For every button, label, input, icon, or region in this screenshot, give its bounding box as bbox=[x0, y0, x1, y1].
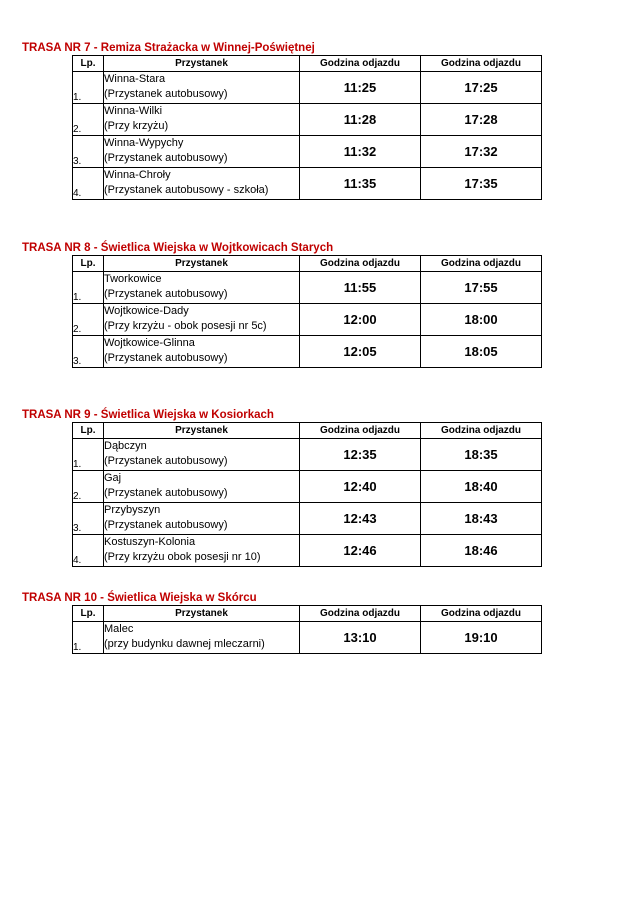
stop-cell bbox=[104, 136, 300, 168]
departure-time-2: 18:00 bbox=[421, 304, 542, 336]
column-header-stop: Przystanek bbox=[104, 606, 300, 622]
stop-cell bbox=[104, 622, 300, 654]
departure-time-2: 18:05 bbox=[421, 336, 542, 368]
table-row bbox=[73, 503, 542, 535]
departure-time-2: 17:55 bbox=[421, 272, 542, 304]
route-table bbox=[72, 422, 542, 567]
column-header-departure-2: Godzina odjazdu bbox=[421, 423, 542, 439]
table-row bbox=[73, 439, 542, 471]
table-row bbox=[73, 168, 542, 200]
table-row bbox=[73, 104, 542, 136]
route-title: TRASA NR 9 - Świetlica Wiejska w Kosiorkach bbox=[22, 409, 274, 421]
route-title: TRASA NR 10 - Świetlica Wiejska w Skórcu bbox=[22, 592, 257, 604]
stop-description: (Przystanek autobusowy) bbox=[104, 487, 228, 499]
row-number: 3. bbox=[73, 136, 104, 168]
table-row bbox=[73, 471, 542, 503]
stop-name: Malec bbox=[104, 623, 134, 635]
stop-name: Wojtkowice-Glinna bbox=[104, 337, 195, 349]
stop-description: (Przystanek autobusowy) bbox=[104, 455, 228, 467]
stop-cell bbox=[104, 503, 300, 535]
column-header-departure-1: Godzina odjazdu bbox=[300, 423, 421, 439]
departure-time-1: 11:32 bbox=[300, 136, 421, 168]
stop-name: Wojtkowice-Dady bbox=[104, 305, 189, 317]
stop-description: (Przystanek autobusowy - szkoła) bbox=[104, 184, 269, 196]
column-header-stop: Przystanek bbox=[104, 56, 300, 72]
departure-time-2: 17:25 bbox=[421, 72, 542, 104]
stop-name: Przybyszyn bbox=[104, 504, 161, 516]
stop-name: Winna-Wypychy bbox=[104, 137, 184, 149]
stop-description: (Przy krzyżu - obok posesji nr 5c) bbox=[104, 320, 267, 332]
column-header-departure-2: Godzina odjazdu bbox=[421, 606, 542, 622]
departure-time-2: 18:46 bbox=[421, 535, 542, 567]
departure-time-1: 12:40 bbox=[300, 471, 421, 503]
departure-time-2: 19:10 bbox=[421, 622, 542, 654]
departure-time-1: 12:35 bbox=[300, 439, 421, 471]
departure-time-1: 12:43 bbox=[300, 503, 421, 535]
table-row bbox=[73, 304, 542, 336]
stop-cell bbox=[104, 304, 300, 336]
departure-time-1: 13:10 bbox=[300, 622, 421, 654]
route-title: TRASA NR 7 - Remiza Strażacka w Winnej-Poświętnej bbox=[22, 42, 315, 54]
stop-cell bbox=[104, 336, 300, 368]
column-header-lp: Lp. bbox=[73, 423, 104, 439]
table-row bbox=[73, 336, 542, 368]
column-header-stop: Przystanek bbox=[104, 256, 300, 272]
table-row bbox=[73, 72, 542, 104]
column-header-lp: Lp. bbox=[73, 606, 104, 622]
stop-description: (Przystanek autobusowy) bbox=[104, 88, 228, 100]
departure-time-1: 12:46 bbox=[300, 535, 421, 567]
row-number: 2. bbox=[73, 104, 104, 136]
table-header-row bbox=[73, 256, 542, 272]
stop-cell bbox=[104, 535, 300, 567]
table-header-row bbox=[73, 606, 542, 622]
departure-time-1: 12:00 bbox=[300, 304, 421, 336]
route-title: TRASA NR 8 - Świetlica Wiejska w Wojtkowicach Starych bbox=[22, 242, 334, 254]
table-header-row bbox=[73, 423, 542, 439]
stop-description: (Przy krzyżu) bbox=[104, 120, 169, 132]
route-section-10 bbox=[22, 591, 542, 654]
row-number: 4. bbox=[73, 168, 104, 200]
departure-time-2: 18:35 bbox=[421, 439, 542, 471]
stop-name: Winna-Stara bbox=[104, 73, 166, 85]
table-row bbox=[73, 622, 542, 654]
departure-time-1: 12:05 bbox=[300, 336, 421, 368]
stop-description: (Przystanek autobusowy) bbox=[104, 288, 228, 300]
column-header-departure-1: Godzina odjazdu bbox=[300, 56, 421, 72]
departure-time-2: 17:28 bbox=[421, 104, 542, 136]
row-number: 2. bbox=[73, 471, 104, 503]
stop-cell bbox=[104, 439, 300, 471]
stop-name: Kostuszyn-Kolonia bbox=[104, 536, 196, 548]
column-header-stop: Przystanek bbox=[104, 423, 300, 439]
column-header-departure-1: Godzina odjazdu bbox=[300, 606, 421, 622]
stop-name: Tworkowice bbox=[104, 273, 162, 285]
departure-time-2: 17:32 bbox=[421, 136, 542, 168]
row-number: 1. bbox=[73, 72, 104, 104]
row-number: 2. bbox=[73, 304, 104, 336]
table-row bbox=[73, 136, 542, 168]
stop-cell bbox=[104, 72, 300, 104]
departure-time-1: 11:35 bbox=[300, 168, 421, 200]
row-number: 1. bbox=[73, 622, 104, 654]
stop-description: (Przystanek autobusowy) bbox=[104, 352, 228, 364]
stop-cell bbox=[104, 272, 300, 304]
stop-name: Gaj bbox=[104, 472, 122, 484]
stop-cell bbox=[104, 471, 300, 503]
table-row bbox=[73, 272, 542, 304]
departure-time-1: 11:28 bbox=[300, 104, 421, 136]
route-section-8 bbox=[22, 241, 542, 368]
route-table bbox=[72, 55, 542, 200]
row-number: 1. bbox=[73, 439, 104, 471]
stop-cell bbox=[104, 104, 300, 136]
stop-description: (Przy krzyżu obok posesji nr 10) bbox=[104, 551, 261, 563]
departure-time-2: 18:40 bbox=[421, 471, 542, 503]
column-header-departure-2: Godzina odjazdu bbox=[421, 56, 542, 72]
stop-description: (Przystanek autobusowy) bbox=[104, 519, 228, 531]
row-number: 4. bbox=[73, 535, 104, 567]
column-header-lp: Lp. bbox=[73, 256, 104, 272]
route-section-7 bbox=[22, 41, 542, 200]
row-number: 3. bbox=[73, 503, 104, 535]
departure-time-2: 18:43 bbox=[421, 503, 542, 535]
route-table bbox=[72, 605, 542, 654]
stop-cell bbox=[104, 168, 300, 200]
departure-time-1: 11:55 bbox=[300, 272, 421, 304]
table-header-row bbox=[73, 56, 542, 72]
route-section-9 bbox=[22, 408, 542, 567]
column-header-departure-2: Godzina odjazdu bbox=[421, 256, 542, 272]
departure-time-1: 11:25 bbox=[300, 72, 421, 104]
stop-name: Winna-Chroły bbox=[104, 169, 171, 181]
column-header-departure-1: Godzina odjazdu bbox=[300, 256, 421, 272]
column-header-lp: Lp. bbox=[73, 56, 104, 72]
stop-name: Dąbczyn bbox=[104, 440, 147, 452]
stop-description: (Przystanek autobusowy) bbox=[104, 152, 228, 164]
row-number: 1. bbox=[73, 272, 104, 304]
row-number: 3. bbox=[73, 336, 104, 368]
stop-description: (przy budynku dawnej mleczarni) bbox=[104, 638, 265, 650]
table-row bbox=[73, 535, 542, 567]
departure-time-2: 17:35 bbox=[421, 168, 542, 200]
stop-name: Winna-Wilki bbox=[104, 105, 163, 117]
route-table bbox=[72, 255, 542, 368]
